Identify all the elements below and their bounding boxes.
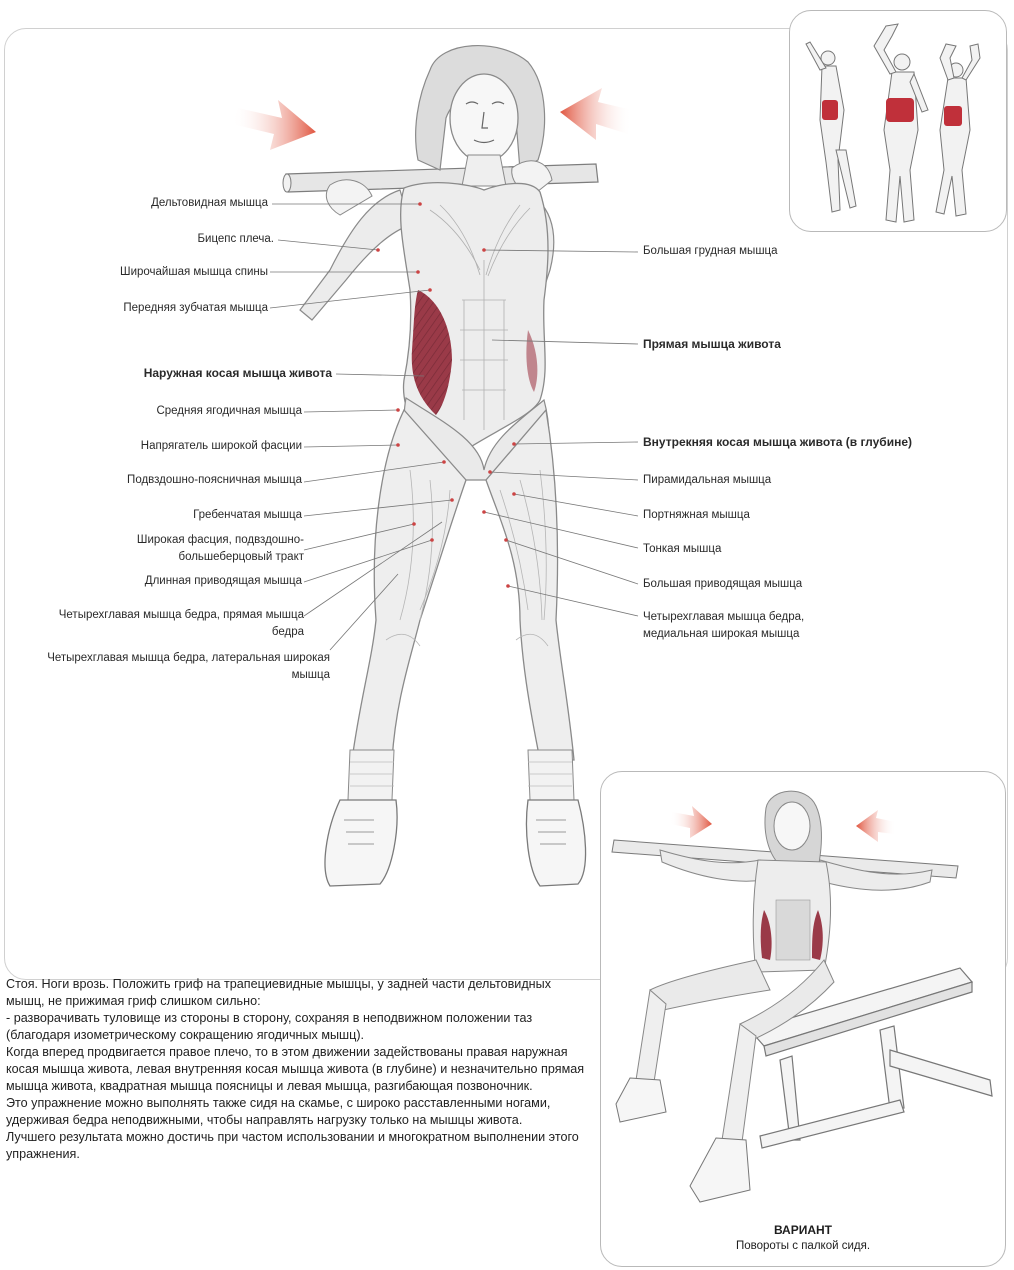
variant-left-arrow — [670, 806, 712, 838]
label-vastus-lateralis: Четырехглавая мышца бедра, латеральная широкая мышца — [47, 652, 330, 681]
description-paragraph: - разворачивать туловище из стороны в сторону, сохраняя в неподвижном положении таз (благодаря изометрическому сокращению ягодичных мышц). — [6, 1011, 533, 1042]
label-iliopsoas: Подвздошно-поясничная мышца — [127, 474, 302, 486]
description-paragraph: Это упражнение можно выполнять также сидя на скамье, с широко расставленными ногами, удерживая бедра неподвижными, чтобы направлять нагрузку только на мышцы живота. — [6, 1096, 551, 1127]
label-pectoralis: Большая грудная мышца — [643, 245, 778, 257]
label-adductor-magnus: Большая приводящая мышца — [643, 578, 803, 590]
label-it-band: Широкая фасция, подвздошно-большеберцовый тракт — [136, 534, 304, 563]
description-paragraph: Когда вперед продвигается правое плечо, то в этом движении задействованы правая наружная косая мышца живота, левая внутренняя косая мышца живота (в глубине) и незначительно прямая мышца живота, квадратная мышца поясницы и левая мышца, разгибающая позвоночник. — [6, 1045, 585, 1093]
label-rectus-abdominis: Прямая мышца живота — [643, 337, 781, 351]
label-pectineus: Гребенчатая мышца — [193, 509, 302, 521]
label-gracilis: Тонкая мышца — [643, 543, 722, 555]
bench — [750, 968, 992, 1148]
label-gluteus-medius: Средняя ягодичная мышца — [156, 405, 302, 417]
label-internal-oblique: Внутрекняя косая мышца живота (в глубине) — [643, 435, 912, 449]
label-sartorius: Портняжная мышца — [643, 509, 750, 521]
description-paragraph: Лучшего результата можно достичь при частом использовании и многократном выполнении этого упражнения. — [6, 1130, 579, 1161]
label-rectus-femoris: Четырехглавая мышца бедра, прямая мышца бедра — [58, 609, 304, 638]
description-paragraph: Стоя. Ноги врозь. Положить гриф на трапециевидные мышцы, у задней части дельтовидных мышц, не прижимая гриф слишком сильно: — [6, 977, 551, 1008]
label-deltoid: Дельтовидная мышца — [151, 197, 268, 209]
variant-right-arrow — [856, 810, 896, 842]
variant-caption — [600, 1222, 1006, 1254]
label-tfl: Напрягатель широкой фасции — [140, 440, 302, 452]
label-vastus-medialis: Четырехглавая мышца бедра, медиальная широкая мышца — [643, 611, 805, 640]
label-adductor-longus: Длинная приводящая мышца — [144, 575, 302, 587]
label-biceps: Бицепс плеча. — [197, 233, 274, 245]
label-pyramidalis: Пирамидальная мышца — [643, 474, 772, 486]
variant-title: ВАРИАНТ — [773, 1223, 833, 1237]
label-lats: Широчайшая мышца спины — [120, 266, 268, 278]
label-external-oblique: Наружная косая мышца живота — [143, 366, 332, 380]
label-serratus: Передняя зубчатая мышца — [123, 302, 268, 314]
variant-subtitle: Повороты с палкой сидя. — [735, 1240, 871, 1252]
